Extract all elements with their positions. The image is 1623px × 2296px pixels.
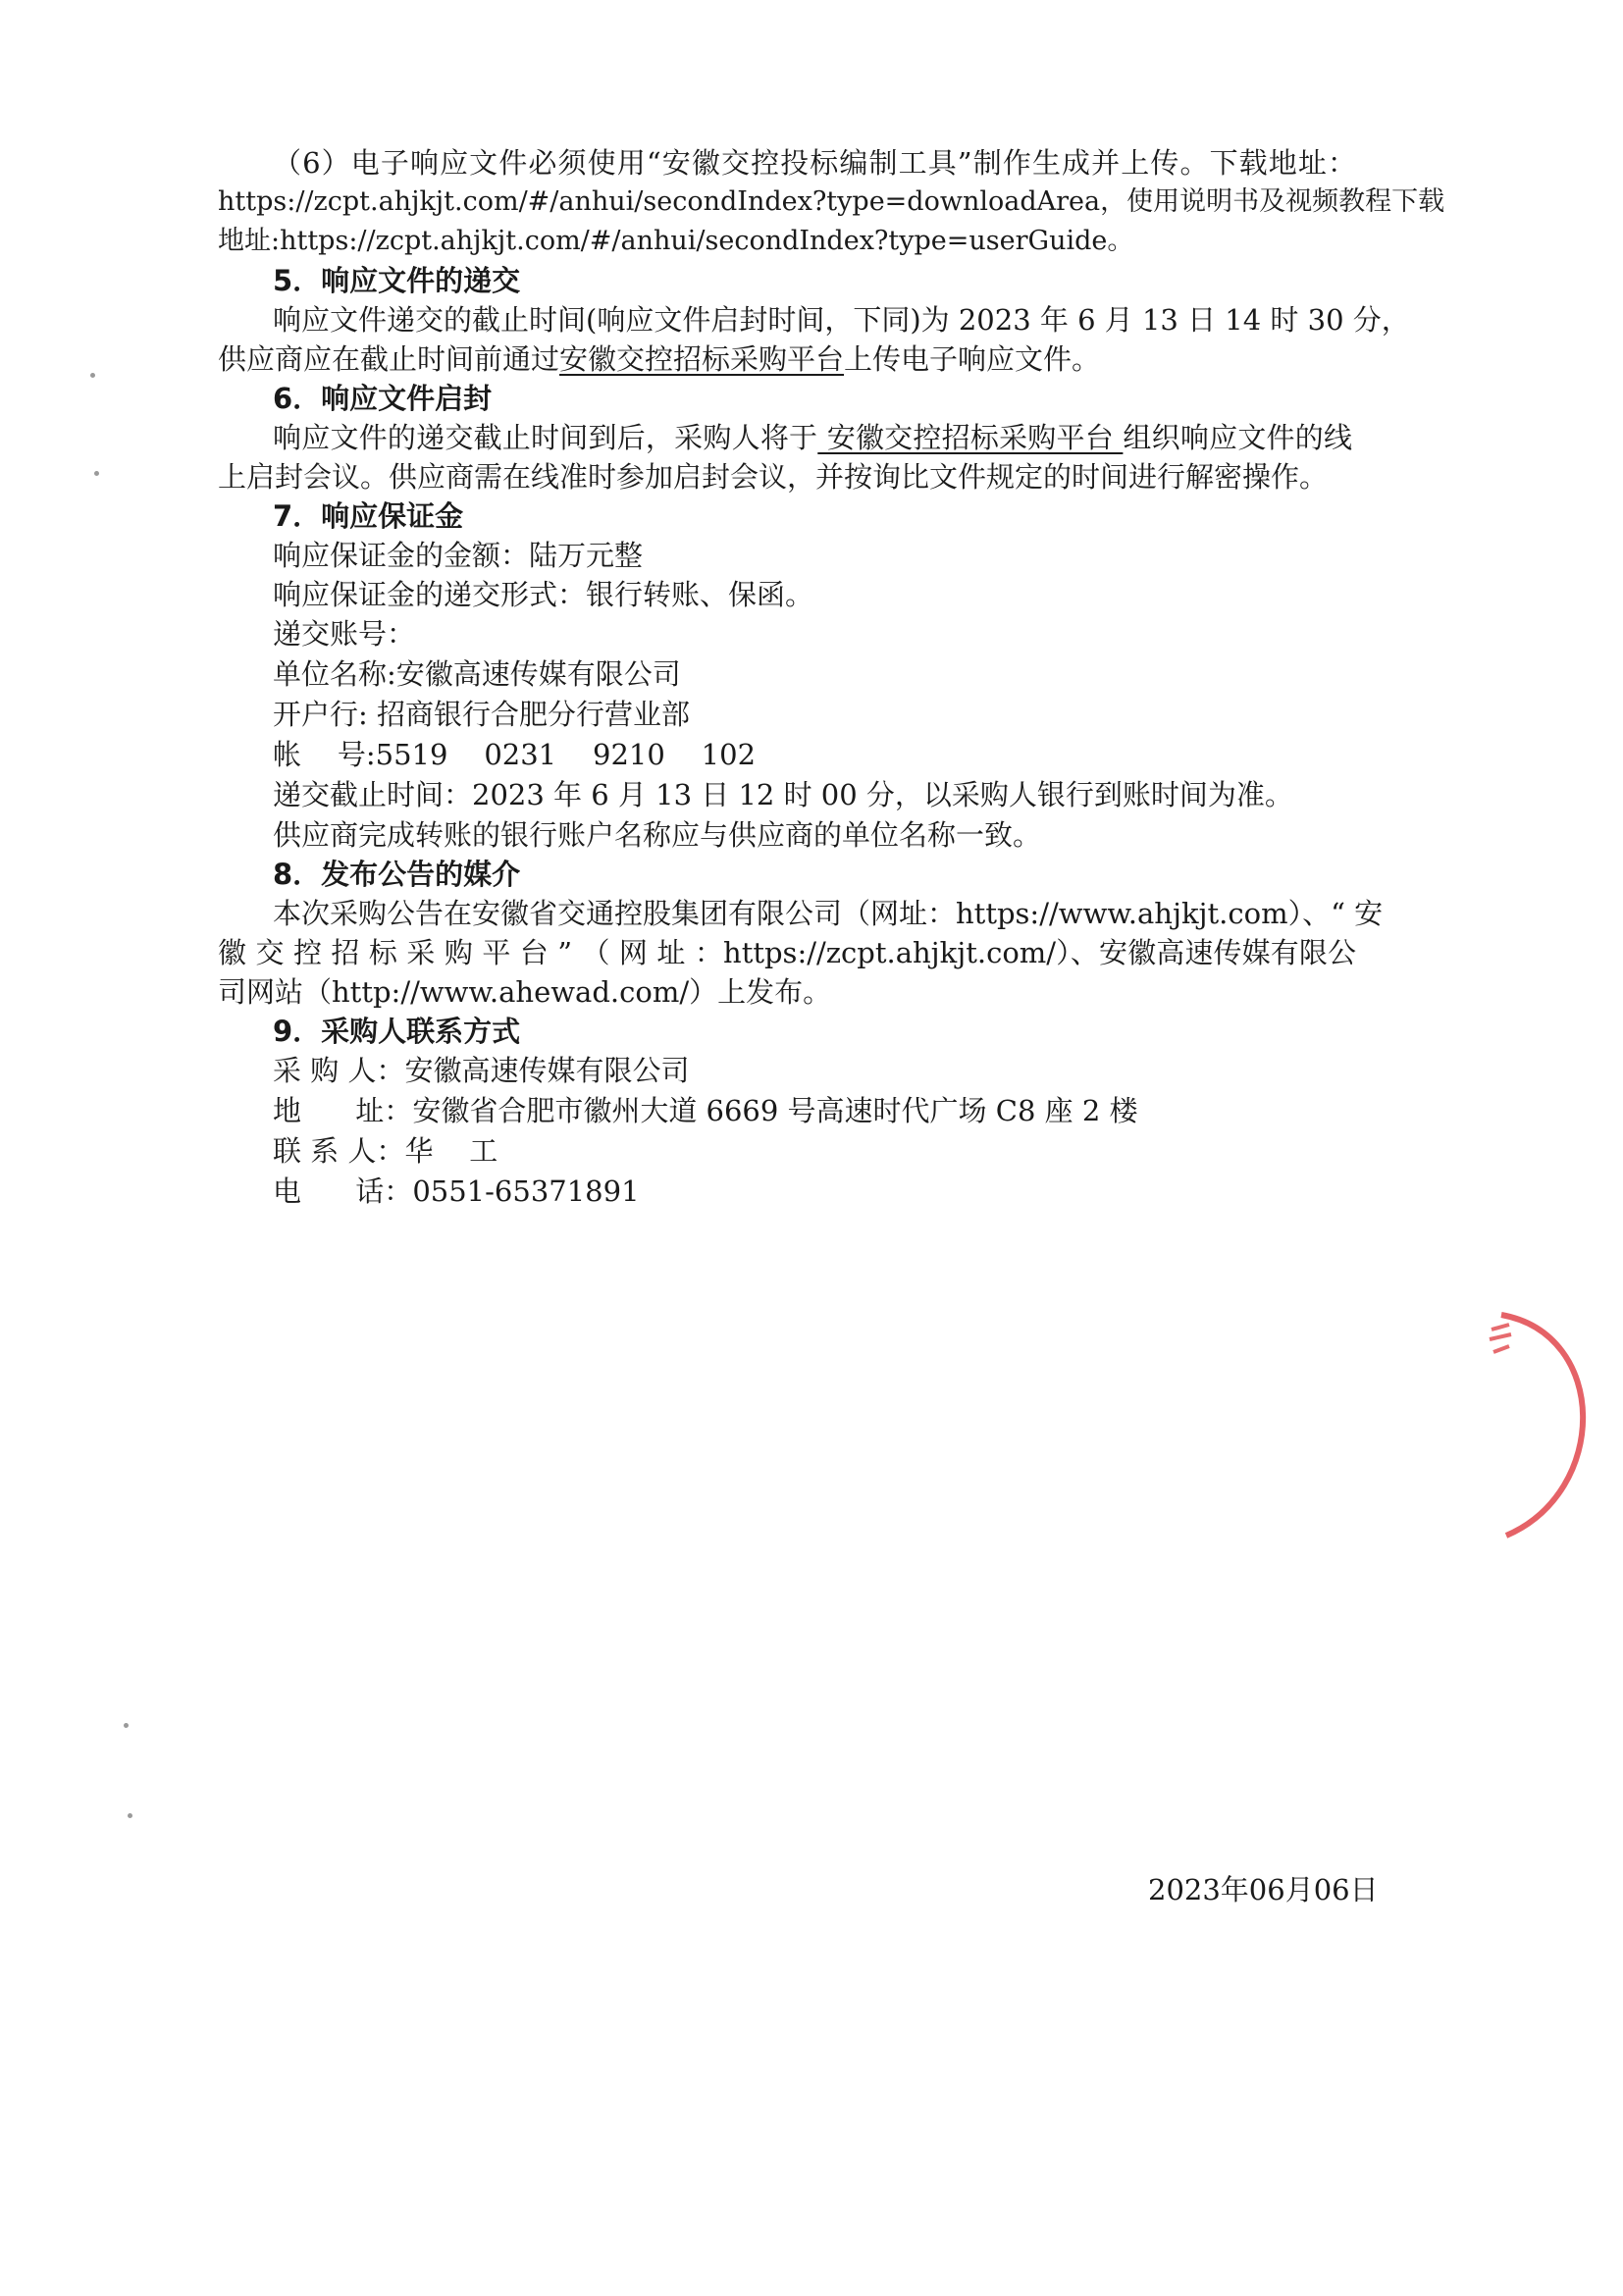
section-8-line-2: 徽 交 控 招 标 采 购 平 台 ” （ 网 址 ：https://zcpt.ahjkjt.com/）、安徽高速传媒有限公 (218, 936, 1356, 969)
section-8-line-3: 司网站（http://www.ahewad.com/）上发布。 (218, 975, 832, 1009)
paragraph-6-line-3: 地址:https://zcpt.ahjkjt.com/#/anhui/secondIndex?type=userGuide。 (218, 226, 1134, 256)
document-date: 2023年06月06日 (1148, 1873, 1379, 1906)
section-6-line-2: 上启封会议。供应商需在线准时参加启封会议，并按询比文件规定的时间进行解密操作。 (218, 460, 1329, 494)
scan-speck (94, 471, 99, 476)
account-label: 递交账号： (273, 617, 416, 651)
buyer-value: 安徽高速传媒有限公司 (404, 1054, 690, 1087)
buyer-row (273, 1051, 1352, 1090)
paragraph-6-line-2: https://zcpt.ahjkjt.com/#/anhui/secondIndex?type=downloadArea，使用说明书及视频教程下载 (218, 186, 1445, 217)
contact-row (273, 1131, 1352, 1171)
text: 组织响应文件的线 (1123, 421, 1352, 454)
buyer-label: 采 购 人： (273, 1054, 405, 1087)
text: 供应商应在截止时间前通过 (218, 342, 560, 376)
contact-value: 华 工 (404, 1134, 498, 1168)
section-6-title: 6．响应文件启封 (273, 382, 493, 415)
account-number (273, 735, 1352, 774)
phone-label: 电 话： (273, 1174, 413, 1208)
section-9-title: 9．采购人联系方式 (273, 1015, 521, 1048)
deposit-amount: 响应保证金的金额：陆万元整 (273, 539, 644, 572)
paragraph-6-line-1 (218, 143, 1356, 183)
account-bank: 开户行: 招商银行合肥分行营业部 (273, 698, 690, 731)
address-row (273, 1091, 1352, 1130)
deposit-note: 供应商完成转账的银行账户名称应与供应商的单位名称一致。 (273, 818, 1042, 852)
address-label: 地 址： (273, 1094, 413, 1127)
platform-link[interactable]: 安徽交控招标采购平台 (817, 421, 1124, 454)
red-seal-stamp-icon (1413, 1295, 1623, 1550)
account-number-label: 帐 号: (273, 738, 376, 771)
section-8-line-1: 本次采购公告在安徽省交通控股集团有限公司（网址：https://www.ahjkjt.com）、“ 安 (273, 897, 1384, 930)
text: 响应文件的递交截止时间到后，采购人将于 (273, 421, 818, 454)
section-8-title: 8．发布公告的媒介 (273, 858, 521, 891)
section-7-title: 7．响应保证金 (273, 499, 464, 533)
deposit-deadline: 递交截止时间：2023 年 6 月 13 日 12 时 00 分，以采购人银行到账时间为准。 (273, 778, 1293, 811)
phone-value: 0551-65371891 (412, 1174, 640, 1208)
text: 上传电子响应文件。 (844, 342, 1101, 376)
scan-speck (128, 1813, 132, 1818)
section-6-line-1 (273, 418, 1352, 457)
deposit-form: 响应保证金的递交形式：银行转账、保函。 (273, 578, 814, 611)
section-5-line-2 (218, 339, 1356, 379)
account-number-value: 5519 0231 9210 102 (375, 738, 757, 771)
address-value: 安徽省合肥市徽州大道 6669 号高速时代广场 C8 座 2 楼 (412, 1094, 1138, 1127)
phone-row (273, 1172, 1352, 1211)
account-unit: 单位名称:安徽高速传媒有限公司 (273, 657, 681, 691)
contact-label: 联 系 人： (273, 1134, 405, 1168)
text: （6）电子响应文件必须使用“安徽交控投标编制工具”制作生成并上传。下载地址： (273, 146, 1356, 180)
platform-link[interactable]: 安徽交控招标采购平台 (559, 342, 845, 376)
scan-speck (124, 1723, 129, 1728)
section-5-title: 5．响应文件的递交 (273, 264, 521, 297)
scan-speck (90, 373, 95, 378)
section-5-line-1: 响应文件递交的截止时间(响应文件启封时间，下同)为 2023 年 6 月 13 日 14 时 30 分， (273, 303, 1410, 337)
